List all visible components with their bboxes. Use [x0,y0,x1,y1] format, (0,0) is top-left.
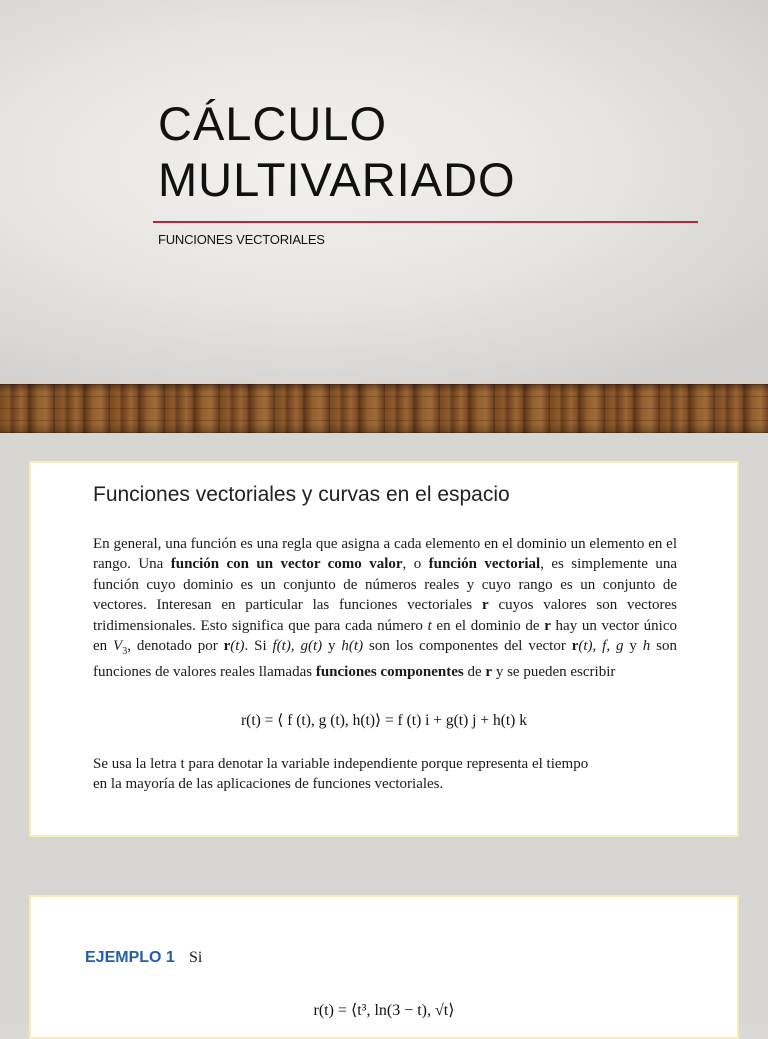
example-equation: r(t) = ⟨t³, ln(3 − t), √t⟩ [313,1002,455,1019]
note-line-1: Se usa la letra t para denotar la variable independiente porque representa el tiempo [93,756,589,772]
math-symbol: h [642,638,651,655]
slide-subtitle: FUNCIONES VECTORIALES [158,232,325,247]
text-run: son funciones de valores reales llamadas [93,638,678,681]
variable-note-paragraph [93,754,677,795]
text-run: En general, una función es una regla que asigna a cada elemento en el dominio un elemento en el rango. Una [93,536,677,573]
math-symbol: r [571,638,579,655]
content-slide [0,433,768,865]
example-slide [0,865,768,1024]
section-heading: Funciones vectoriales y curvas en el espacio [93,483,510,506]
text-run: , o [402,556,429,573]
math-subscript: 3 [122,646,128,658]
example-intro-text: Si [189,949,203,966]
definition-paragraph [93,534,677,683]
bold-term: función vectorial [428,556,541,573]
bold-term: función con un vector como valor [170,556,403,573]
math-symbol: f(t), g(t) [272,638,323,655]
title-divider [153,221,698,223]
math-symbol: r [481,597,489,614]
math-symbol: V [113,638,123,655]
math-symbol: r [223,638,231,655]
text-run: . Si [244,638,273,655]
text-run: de [463,664,486,681]
slide-title-line2: MULTIVARIADO [158,153,516,206]
math-symbol: t [427,617,432,634]
text-run: cuyos valores son vectores tridimensionales. Esto significa que para cada número [93,597,677,634]
text-run: y [322,638,342,655]
math-symbol: h(t) [341,638,364,655]
text-run: y [623,638,643,655]
title-slide [0,0,768,433]
example-label: EJEMPLO 1 [85,949,175,966]
math-symbol: r [544,617,551,634]
text-run: y se pueden escribir [492,664,616,681]
math-symbol: (t) [230,638,245,655]
textbook-excerpt-card [29,461,739,837]
math-symbol: r [485,664,493,681]
slide-title-line1: CÁLCULO [158,97,388,150]
math-symbol: (t), f, g [578,638,624,655]
example-card [29,895,739,1039]
text-run: hay un vector único en [93,617,677,655]
text-run: son los componentes del vector [363,638,572,655]
wood-floor-grain [0,384,768,433]
bold-term: funciones componentes [315,664,464,681]
text-run: , denotado por [127,638,224,655]
vector-function-equation: r(t) = ⟨ f (t), g (t), h(t)⟩ = f (t) i + g(t) j + h(t) k [241,712,527,729]
note-line-2: en la mayoría de las aplicaciones de funciones vectoriales. [93,776,444,793]
text-run: , es simplemente una función cuyo dominio es un conjunto de números reales y cuyo rango es un conjunto de vectores. Interesan en particular las funciones vectoriales [93,556,678,614]
text-run: en el dominio de [431,617,545,634]
slide-title [158,96,516,208]
